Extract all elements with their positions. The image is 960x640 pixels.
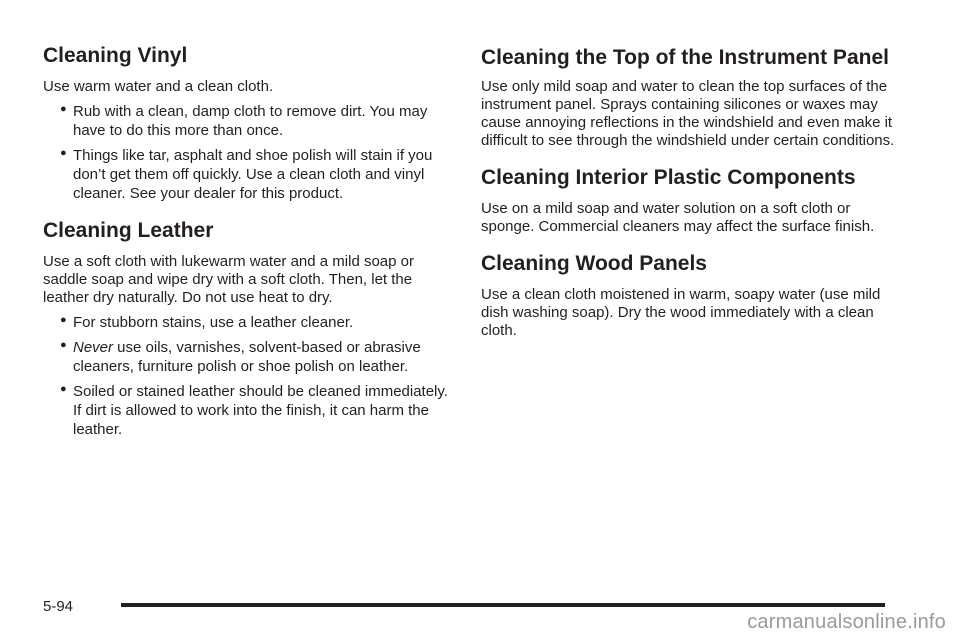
vinyl-bullet-text: Rub with a clean, damp cloth to remove dirt. You may have to do this more than once. bbox=[73, 103, 428, 139]
leather-bullet-item bbox=[43, 313, 453, 332]
right-column bbox=[481, 38, 901, 340]
section-cleaning-leather bbox=[43, 217, 453, 439]
left-column bbox=[43, 38, 453, 445]
bullet-icon: ● bbox=[60, 339, 67, 351]
leather-intro: Use a soft cloth with lukewarm water and a mild soap or saddle soap and wipe dry with a soft cloth. Then, let the leather dry naturally. Do not use heat to dry. bbox=[43, 253, 414, 306]
instrument-panel-body: Use only mild soap and water to clean the top surfaces of the instrument panel. Sprays containing silicones or waxes may cause annoying reflections in the windshield and even make it difficult to see through the windshield under certain conditions. bbox=[481, 78, 895, 149]
section-wood-panels bbox=[481, 250, 901, 340]
vinyl-bullet-item bbox=[43, 146, 453, 203]
wood-panels-body: Use a clean cloth moistened in warm, soapy water (use mild dish washing soap). Dry the wood immediately with a clean cloth. bbox=[481, 286, 881, 339]
vinyl-bullet-list bbox=[43, 102, 453, 203]
bullet-icon: ● bbox=[60, 314, 67, 326]
heading-plastic-components: Cleaning Interior Plastic Components bbox=[481, 166, 856, 189]
leather-bullet-text: For stubborn stains, use a leather cleaner. bbox=[73, 314, 354, 331]
heading-cleaning-leather: Cleaning Leather bbox=[43, 219, 214, 242]
leather-bullet-emphasis: Never bbox=[73, 339, 114, 356]
leather-bullet-item bbox=[43, 338, 453, 376]
bullet-icon: ● bbox=[60, 103, 67, 115]
heading-wood-panels: Cleaning Wood Panels bbox=[481, 252, 707, 275]
leather-bullet-text: use oils, varnishes, solvent-based or abrasive cleaners, furniture polish or shoe polish on leather. bbox=[73, 339, 421, 375]
vinyl-bullet-text: Things like tar, asphalt and shoe polish will stain if you don’t get them off quickly. Use a clean cloth and vinyl cleaner. See your dealer for this product. bbox=[73, 147, 433, 202]
section-instrument-panel bbox=[481, 44, 901, 150]
footer-rule bbox=[121, 603, 885, 607]
leather-bullet-list bbox=[43, 313, 453, 439]
bullet-icon: ● bbox=[60, 383, 67, 395]
leather-bullet-text: Soiled or stained leather should be cleaned immediately. If dirt is allowed to work into the finish, it can harm the leather. bbox=[73, 383, 448, 438]
heading-instrument-panel: Cleaning the Top of the Instrument Panel bbox=[481, 46, 889, 69]
page-number: 5-94 bbox=[43, 598, 74, 615]
section-plastic-components bbox=[481, 164, 901, 236]
watermark-text: carmanualsonline.info bbox=[747, 611, 946, 633]
heading-cleaning-vinyl: Cleaning Vinyl bbox=[43, 44, 188, 67]
bullet-icon: ● bbox=[60, 147, 67, 159]
leather-bullet-item bbox=[43, 382, 453, 439]
vinyl-intro: Use warm water and a clean cloth. bbox=[43, 78, 274, 95]
section-cleaning-vinyl bbox=[43, 42, 453, 203]
plastic-components-body: Use on a mild soap and water solution on a soft cloth or sponge. Commercial cleaners may affect the surface finish. bbox=[481, 200, 875, 235]
vinyl-bullet-item bbox=[43, 102, 453, 140]
